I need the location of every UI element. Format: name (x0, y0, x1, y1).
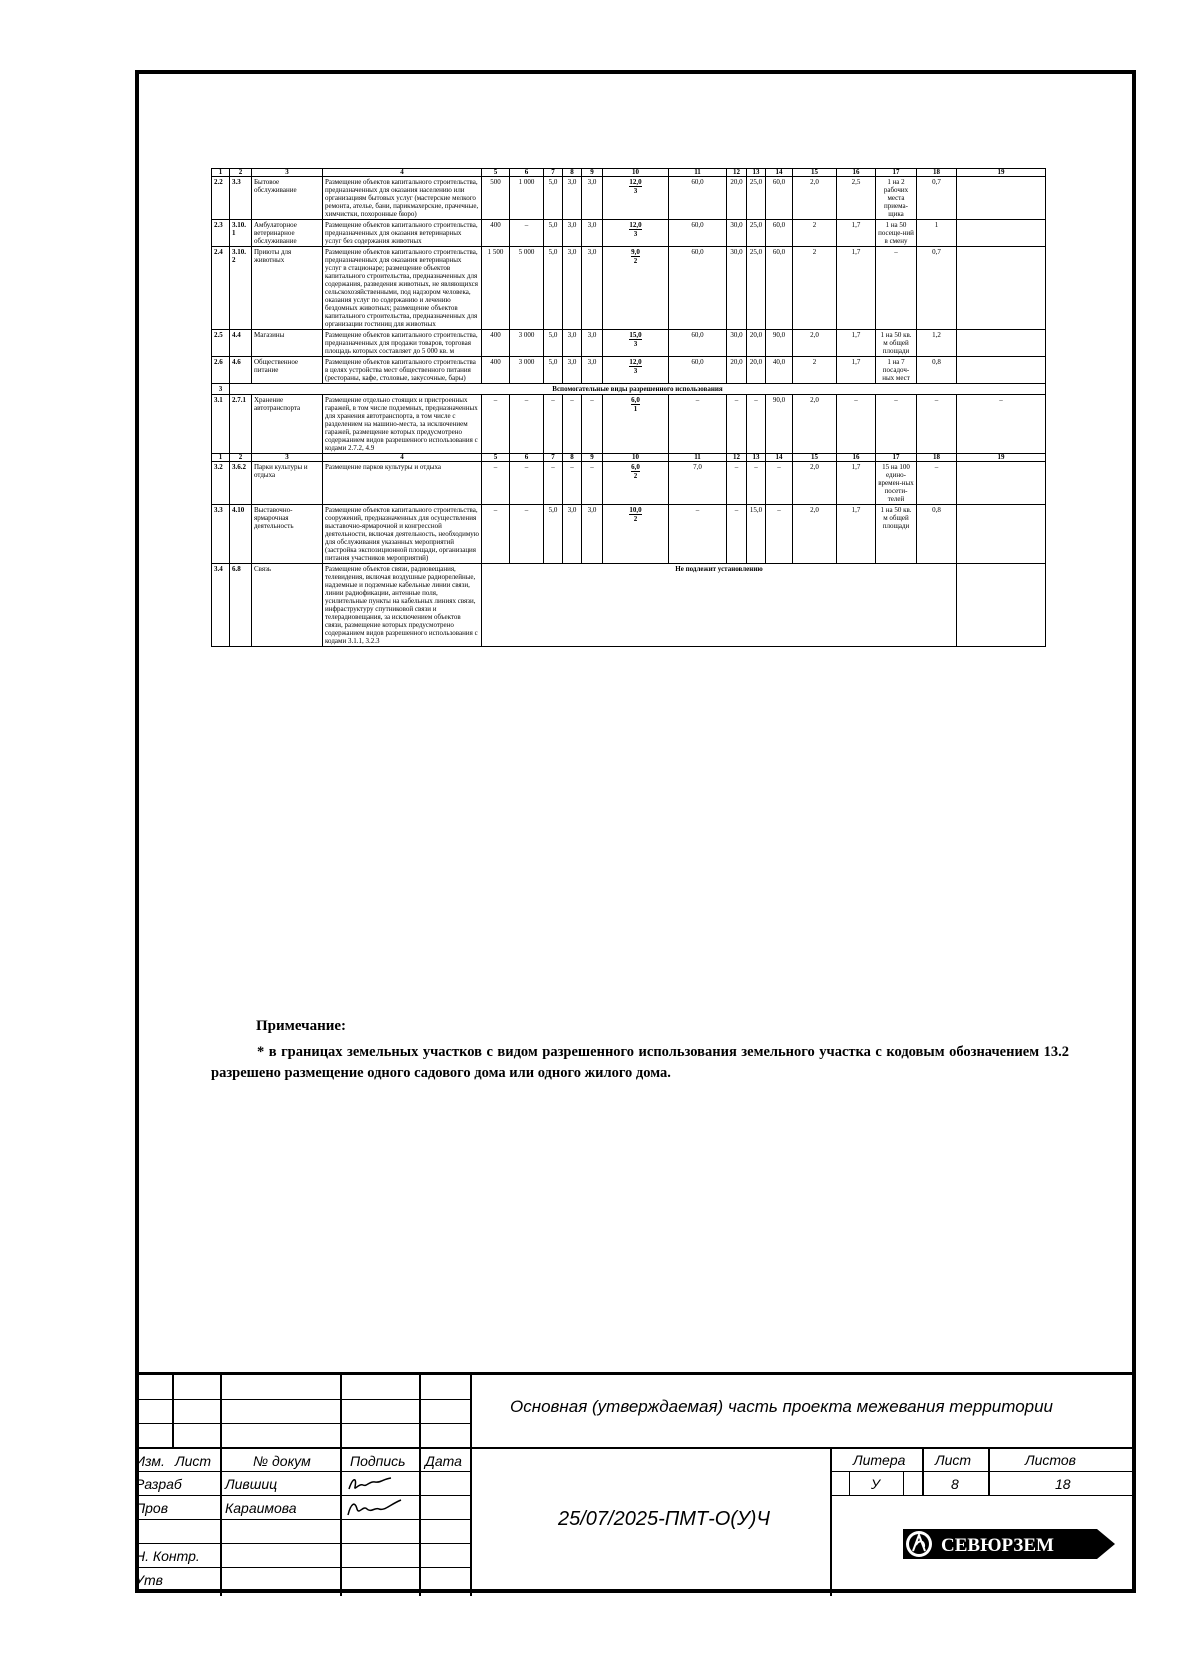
column-number: 13 (747, 454, 766, 462)
fraction-denominator: 3 (633, 367, 638, 375)
column-number: 8 (563, 454, 582, 462)
column-numbers-row (212, 454, 1046, 462)
param-c9: 3,0 (582, 220, 603, 247)
approved-label: Утв (135, 1572, 163, 1588)
param-c7: 5,0 (544, 220, 563, 247)
column-number: 12 (727, 169, 747, 177)
use-name: Бытовое обслуживание (252, 177, 323, 220)
column-number: 4 (323, 454, 482, 462)
use-description: Размещение объектов капитального строительства в целях устройства мест общественного питания (рестораны, кафе, столовые, закусочные, бары) (323, 357, 482, 384)
sheets-total-label: Листов (1025, 1452, 1076, 1468)
column-number: 1 (212, 169, 230, 177)
use-description: Размещение отдельно стоящих и пристроенных гаражей, в том числе подземных, предназначенных для хранения автотранспорта, в том числе с разделением на машино-места, за исключением гаражей, размещение которых предусмотрено содержанием видов разрешенного использования с кодами 2.7.2, 4.9 (323, 395, 482, 454)
row-number: 2.6 (212, 357, 230, 384)
param-c18: 0,7 (917, 177, 957, 220)
use-code: 3.6.2 (230, 462, 252, 505)
param-c8: – (563, 462, 582, 505)
column-number: 14 (766, 169, 793, 177)
izm-label: Изм. (135, 1453, 165, 1469)
param-c6: – (510, 505, 544, 564)
fraction-denominator: 3 (633, 187, 638, 195)
column-numbers-row (212, 169, 1046, 177)
param-c13: 25,0 (747, 220, 766, 247)
param-c9: 3,0 (582, 357, 603, 384)
title-block (135, 1372, 1136, 1596)
company-logo (897, 1525, 1119, 1563)
param-c16: 1,7 (837, 330, 876, 357)
param-c14: 60,0 (766, 247, 793, 330)
use-code: 4.10 (230, 505, 252, 564)
norm-control-label: Н. Контр. (135, 1548, 200, 1564)
signature-developer (345, 1473, 405, 1495)
param-c15: 2,0 (793, 395, 837, 454)
param-c19 (957, 247, 1046, 330)
param-c19 (957, 330, 1046, 357)
param-c15: 2,0 (793, 177, 837, 220)
param-c16: 1,7 (837, 220, 876, 247)
column-number: 19 (957, 169, 1046, 177)
param-c5: 400 (482, 220, 510, 247)
column-number: 9 (582, 454, 603, 462)
param-c8: 3,0 (563, 505, 582, 564)
param-c13: 20,0 (747, 357, 766, 384)
note-text: * в границах земельных участков с видом разрешенного использования земельного участка с кодовым обозначением 13.2 разрешено размещение одного садового дома или одного жилого дома. (211, 1044, 1069, 1081)
param-c9: 3,0 (582, 247, 603, 330)
param-c18: 0,8 (917, 357, 957, 384)
fraction-numerator: 6,0 (631, 463, 640, 471)
column-number: 15 (793, 454, 837, 462)
param-c10 (603, 395, 669, 454)
use-code: 4.6 (230, 357, 252, 384)
param-c12: – (727, 505, 747, 564)
use-code: 3.3 (230, 177, 252, 220)
param-c6: – (510, 395, 544, 454)
param-c13: 20,0 (747, 330, 766, 357)
param-c9: 3,0 (582, 330, 603, 357)
use-description: Размещение объектов капитального строительства, предназначенных для оказания ветеринарных услуг в стационаре; размещение объектов капитального строительства, предназначенных для содержания, разведения животных, не являющихся сельскохозяйственными, под надзором человека, оказания услуг по содержанию и лечению бездомных животных; размещение объектов капитального строительства, предназначенных для организации гостиниц для животных (323, 247, 482, 330)
table-row (212, 247, 1046, 330)
column-number: 10 (603, 454, 669, 462)
param-c8: – (563, 395, 582, 454)
height-fraction (629, 506, 641, 523)
param-c7: 5,0 (544, 357, 563, 384)
param-c15: 2 (793, 220, 837, 247)
param-c6: – (510, 462, 544, 505)
param-c9: – (582, 462, 603, 505)
use-code: 3.10.1 (230, 220, 252, 247)
fraction-denominator: 3 (633, 340, 638, 348)
param-c10 (603, 220, 669, 247)
table-row (212, 220, 1046, 247)
fraction-denominator: 2 (633, 515, 638, 523)
date-label: Дата (425, 1453, 462, 1469)
param-c15: 2 (793, 357, 837, 384)
section-row (212, 384, 1046, 395)
param-c6: – (510, 220, 544, 247)
param-c13: 25,0 (747, 247, 766, 330)
column-number: 15 (793, 169, 837, 177)
fraction-numerator: 12,0 (629, 358, 642, 366)
column-number: 5 (482, 169, 510, 177)
column-number: 7 (544, 454, 563, 462)
param-c11: 60,0 (669, 220, 727, 247)
column-number: 11 (669, 454, 727, 462)
param-c13: 15,0 (747, 505, 766, 564)
use-description: Размещение объектов капитального строительства, предназначенных для оказания ветеринарных услуг без содержания животных (323, 220, 482, 247)
param-c12: – (727, 462, 747, 505)
param-c8: 3,0 (563, 220, 582, 247)
param-c18: 0,7 (917, 247, 957, 330)
column-number: 13 (747, 169, 766, 177)
document-title: Основная (утверждаемая) часть проекта межевания территории (510, 1397, 1054, 1416)
column-number: 19 (957, 454, 1046, 462)
developer-name: Лившиц (225, 1476, 278, 1492)
param-c17: 1 на 50 кв. м общей площади (876, 505, 917, 564)
use-name: Амбулаторное ветеринарное обслуживание (252, 220, 323, 247)
param-c19 (957, 220, 1046, 247)
param-c13: – (747, 395, 766, 454)
param-c13: – (747, 462, 766, 505)
fraction-numerator: 9,0 (631, 248, 640, 256)
column-number: 17 (876, 169, 917, 177)
row-number: 2.4 (212, 247, 230, 330)
param-c14: 90,0 (766, 330, 793, 357)
param-c18: 1 (917, 220, 957, 247)
column-number: 16 (837, 454, 876, 462)
column-number: 10 (603, 169, 669, 177)
param-c17: 1 на 7 посадоч-ных мест (876, 357, 917, 384)
row-number: 2.3 (212, 220, 230, 247)
table-cell (957, 564, 1046, 647)
column-number: 16 (837, 169, 876, 177)
column-number: 8 (563, 169, 582, 177)
param-c10 (603, 462, 669, 505)
param-c18: – (917, 462, 957, 505)
param-c16: – (837, 395, 876, 454)
param-c11: 7,0 (669, 462, 727, 505)
param-c8: 3,0 (563, 357, 582, 384)
param-c12: 30,0 (727, 330, 747, 357)
param-c6: 3 000 (510, 357, 544, 384)
height-fraction (629, 331, 641, 348)
param-c15: 2 (793, 247, 837, 330)
fraction-denominator: 1 (633, 405, 638, 413)
use-description: Размещение объектов капитального строительства, предназначенных для продажи товаров, торговая площадь которых составляет до 5 000 кв. м (323, 330, 482, 357)
checker-label: Пров (135, 1500, 169, 1516)
column-number: 3 (252, 454, 323, 462)
fraction-numerator: 10,0 (629, 506, 642, 514)
param-c5: 500 (482, 177, 510, 220)
column-number: 1 (212, 454, 230, 462)
note-title: Примечание: (256, 1018, 347, 1034)
table-row (212, 177, 1046, 220)
param-c19 (957, 462, 1046, 505)
row-number: 3.1 (212, 395, 230, 454)
use-name: Связь (252, 564, 323, 647)
param-c14: 40,0 (766, 357, 793, 384)
row-number: 2.2 (212, 177, 230, 220)
param-c6: 5 000 (510, 247, 544, 330)
param-c11: – (669, 395, 727, 454)
param-c5: 1 500 (482, 247, 510, 330)
use-name: Общественное питание (252, 357, 323, 384)
param-c14: 60,0 (766, 220, 793, 247)
param-c9: – (582, 395, 603, 454)
param-c18: 0,8 (917, 505, 957, 564)
column-number: 18 (917, 169, 957, 177)
param-c17: 1 на 2 рабочих места приема-щика (876, 177, 917, 220)
column-number: 6 (510, 454, 544, 462)
param-c18: 1,2 (917, 330, 957, 357)
fraction-denominator: 2 (633, 472, 638, 480)
use-name: Магазины (252, 330, 323, 357)
param-c6: 1 000 (510, 177, 544, 220)
param-c16: 1,7 (837, 357, 876, 384)
sheet-value: 8 (951, 1476, 959, 1492)
column-number: 4 (323, 169, 482, 177)
param-c15: 2,0 (793, 330, 837, 357)
param-c9: 3,0 (582, 177, 603, 220)
table-row (212, 330, 1046, 357)
use-description: Размещение объектов связи, радиовещания, телевидения, включая воздушные радиорелейные, надземные и подземные кабельные линии связи, линии радиофикации, антенные поля, усилительные пункты на кабельных линиях связи, инфраструктуру спутниковой связи и телерадиовещания, за исключением объектов связи, размещение которых предусмотрено содержанием видов разрешенного использования с кодами 3.1.1, 3.2.3 (323, 564, 482, 647)
signature-label: Подпись (350, 1453, 406, 1469)
use-code: 4.4 (230, 330, 252, 357)
document-code: 25/07/2025-ПМТ-О(У)Ч (558, 1508, 770, 1530)
column-number: 9 (582, 169, 603, 177)
param-c12: 20,0 (727, 177, 747, 220)
param-c7: – (544, 395, 563, 454)
sheets-total-value: 18 (1055, 1476, 1071, 1492)
param-c5: 400 (482, 330, 510, 357)
param-c10 (603, 505, 669, 564)
param-c8: 3,0 (563, 330, 582, 357)
param-c11: – (669, 505, 727, 564)
param-c6: 3 000 (510, 330, 544, 357)
column-number: 2 (230, 169, 252, 177)
param-c11: 60,0 (669, 357, 727, 384)
company-name: СЕВЮРЗЕМ (941, 1535, 1054, 1556)
doc-number-label: № докум (253, 1453, 311, 1469)
use-description: Размещение парков культуры и отдыха (323, 462, 482, 505)
row-number: 2.5 (212, 330, 230, 357)
column-number: 3 (252, 169, 323, 177)
param-c11: 60,0 (669, 330, 727, 357)
param-c17: – (876, 395, 917, 454)
param-c16: 1,7 (837, 505, 876, 564)
param-c5: 400 (482, 357, 510, 384)
height-fraction (631, 396, 640, 413)
use-code: 2.7.1 (230, 395, 252, 454)
param-c11: 60,0 (669, 247, 727, 330)
fraction-numerator: 12,0 (629, 178, 642, 186)
param-c14: – (766, 505, 793, 564)
param-c10 (603, 330, 669, 357)
use-name: Выставочно-ярмарочная деятельность (252, 505, 323, 564)
param-c18: – (917, 395, 957, 454)
use-name: Парки культуры и отдыха (252, 462, 323, 505)
height-fraction (631, 463, 640, 480)
param-c7: – (544, 462, 563, 505)
column-number: 7 (544, 169, 563, 177)
height-fraction (631, 248, 640, 265)
param-c17: 1 на 50 кв. м общей площади (876, 330, 917, 357)
fraction-numerator: 12,0 (629, 221, 642, 229)
fraction-denominator: 2 (633, 257, 638, 265)
column-number: 18 (917, 454, 957, 462)
param-c14: 60,0 (766, 177, 793, 220)
column-number: 12 (727, 454, 747, 462)
param-c17: – (876, 247, 917, 330)
height-fraction (629, 221, 641, 238)
litera-label: Литера (853, 1452, 906, 1468)
param-c10 (603, 177, 669, 220)
param-c17: 1 на 50 посеще-ний в смену (876, 220, 917, 247)
table-row (212, 462, 1046, 505)
param-c16: 2,5 (837, 177, 876, 220)
param-c16: 1,7 (837, 247, 876, 330)
param-c12: 30,0 (727, 247, 747, 330)
param-c19 (957, 505, 1046, 564)
litera-value: У (871, 1476, 880, 1492)
param-c5: – (482, 505, 510, 564)
param-c19: – (957, 395, 1046, 454)
param-c5: – (482, 395, 510, 454)
column-number: 5 (482, 454, 510, 462)
height-fraction (629, 178, 641, 195)
param-c16: 1,7 (837, 462, 876, 505)
table-row (212, 505, 1046, 564)
param-c8: 3,0 (563, 247, 582, 330)
sheet-label: Лист (935, 1452, 972, 1468)
checker-name: Караимова (225, 1500, 297, 1516)
param-c5: – (482, 462, 510, 505)
use-code: 6.8 (230, 564, 252, 647)
table-row (212, 357, 1046, 384)
param-c11: 60,0 (669, 177, 727, 220)
table-row (212, 395, 1046, 454)
param-c13: 25,0 (747, 177, 766, 220)
use-code: 3.10.2 (230, 247, 252, 330)
fraction-denominator: 3 (633, 230, 638, 238)
fraction-numerator: 6,0 (631, 396, 640, 404)
param-c7: 5,0 (544, 177, 563, 220)
use-name: Хранение автотранспорта (252, 395, 323, 454)
list-col-label: Лист (175, 1453, 212, 1469)
param-c7: 5,0 (544, 247, 563, 330)
param-c10 (603, 247, 669, 330)
param-c7: 5,0 (544, 505, 563, 564)
table-row (212, 564, 1046, 647)
param-c12: 20,0 (727, 357, 747, 384)
section-title: Вспомогательные виды разрешенного использования (230, 384, 1046, 395)
param-c19 (957, 357, 1046, 384)
param-c8: 3,0 (563, 177, 582, 220)
column-number: 17 (876, 454, 917, 462)
developer-label: Разраб (135, 1476, 182, 1492)
row-number: 3.3 (212, 505, 230, 564)
column-number: 14 (766, 454, 793, 462)
param-c15: 2,0 (793, 505, 837, 564)
row-number: 3.2 (212, 462, 230, 505)
fraction-numerator: 15,0 (629, 331, 642, 339)
param-c12: 30,0 (727, 220, 747, 247)
param-c19 (957, 177, 1046, 220)
param-c10 (603, 357, 669, 384)
param-c17: 15 на 100 едино-времен-ных посети-телей (876, 462, 917, 505)
use-description: Размещение объектов капитального строительства, предназначенных для оказания населению или организациям бытовых услуг (мастерские мелкого ремонта, ателье, бани, парикмахерские, прачечные, химчистки, похоронные бюро) (323, 177, 482, 220)
column-number: 6 (510, 169, 544, 177)
zoning-parameters-table (211, 168, 1046, 647)
param-c14: – (766, 462, 793, 505)
param-c9: 3,0 (582, 505, 603, 564)
height-fraction (629, 358, 641, 375)
param-c14: 90,0 (766, 395, 793, 454)
param-c15: 2,0 (793, 462, 837, 505)
not-established-note: Не подлежит установлению (482, 564, 957, 647)
use-description: Размещение объектов капитального строительства, сооружений, предназначенных для осуществления выставочно-ярмарочной и конгрессной деятельности, включая деятельность, необходимую для обслуживания указанных мероприятий (застройка экспозиционной площади, организация питания участников мероприятий) (323, 505, 482, 564)
param-c7: 5,0 (544, 330, 563, 357)
section-number: 3 (212, 384, 230, 395)
param-c12: – (727, 395, 747, 454)
row-number: 3.4 (212, 564, 230, 647)
column-number: 11 (669, 169, 727, 177)
use-name: Приюты для животных (252, 247, 323, 330)
signature-checker (345, 1497, 415, 1519)
column-number: 2 (230, 454, 252, 462)
